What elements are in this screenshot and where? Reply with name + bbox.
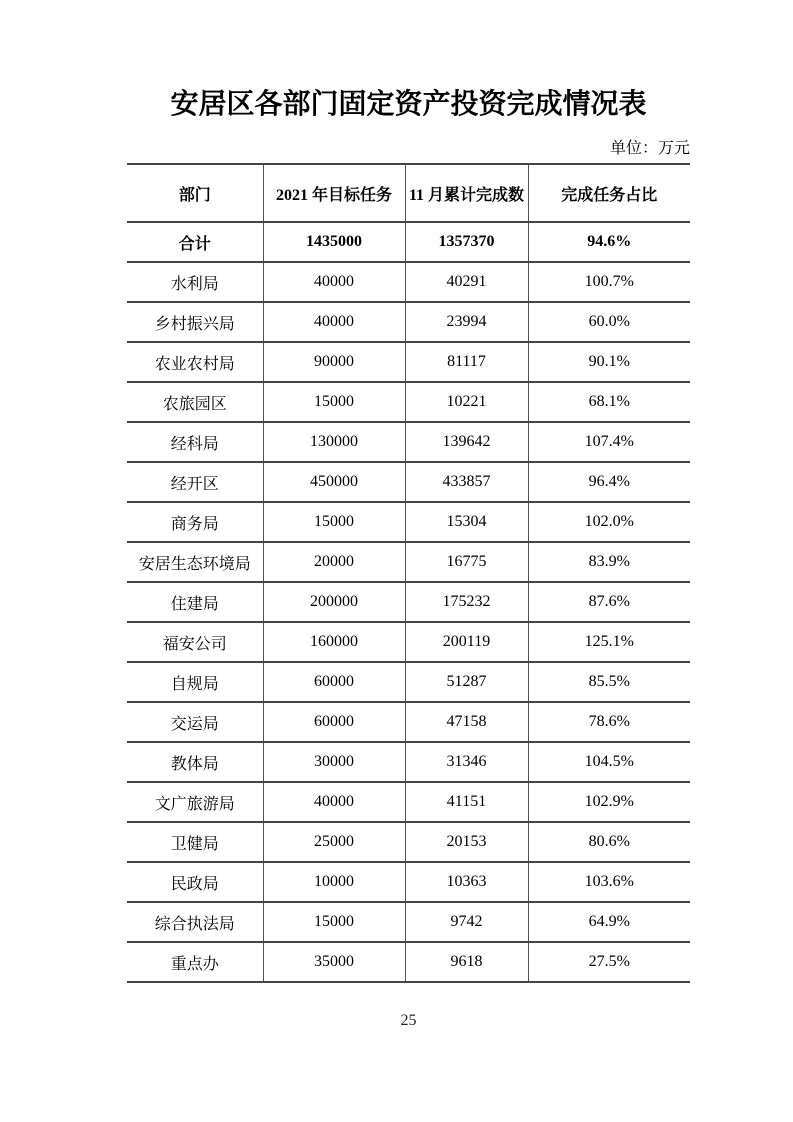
cell-completed: 139642 — [405, 422, 528, 462]
cell-department: 水利局 — [127, 262, 263, 302]
cell-ratio: 96.4% — [588, 473, 630, 490]
cell-completed: 15304 — [405, 502, 528, 542]
cell-department: 经科局 — [127, 422, 263, 462]
cell-ratio: 64.9% — [588, 913, 630, 930]
cell-completed: 23994 — [405, 302, 528, 342]
table-row — [127, 782, 690, 822]
cell-target: 60000 — [263, 702, 405, 742]
cell-department: 商务局 — [127, 502, 263, 542]
cell-department: 经开区 — [127, 462, 263, 502]
unit-label: 单位：万元 — [609, 140, 690, 157]
table-row — [127, 422, 690, 462]
cell-completed: 81117 — [405, 342, 528, 382]
cell-completed: 9618 — [405, 942, 528, 982]
table-row — [127, 542, 690, 582]
cell-ratio: 102.9% — [584, 793, 634, 810]
cell-target: 15000 — [263, 902, 405, 942]
cell-target: 450000 — [263, 462, 405, 502]
cell-completed: 433857 — [405, 462, 528, 502]
cell-ratio: 68.1% — [588, 393, 630, 410]
cell-completed: 20153 — [405, 822, 528, 862]
table-row — [127, 622, 690, 662]
cell-ratio: 125.1% — [584, 633, 634, 650]
table-row — [127, 462, 690, 502]
cell-ratio: 104.5% — [584, 753, 634, 770]
cell-department: 重点办 — [127, 942, 263, 982]
header-cell-completed: 11 月累计完成数 — [405, 164, 528, 222]
cell-department: 住建局 — [127, 582, 263, 622]
cell-ratio: 80.6% — [588, 833, 630, 850]
cell-target: 40000 — [263, 302, 405, 342]
cell-department: 乡村振兴局 — [127, 302, 263, 342]
table-row — [127, 942, 690, 982]
cell-completed: 16775 — [405, 542, 528, 582]
table-row — [127, 742, 690, 782]
cell-department: 教体局 — [127, 742, 263, 782]
cell-target: 35000 — [263, 942, 405, 982]
cell-target: 15000 — [263, 382, 405, 422]
cell-target: 40000 — [263, 262, 405, 302]
page-number: 25 — [400, 1012, 417, 1029]
table-row — [127, 702, 690, 742]
cell-target: 200000 — [263, 582, 405, 622]
cell-target: 20000 — [263, 542, 405, 582]
table-row — [127, 902, 690, 942]
cell-target: 130000 — [263, 422, 405, 462]
cell-completed: 1357370 — [405, 222, 528, 262]
table-row — [127, 382, 690, 422]
page-title: 安居区各部门固定资产投资完成情况表 — [170, 89, 647, 120]
table-row — [127, 342, 690, 382]
cell-completed: 41151 — [405, 782, 528, 822]
cell-completed: 9742 — [405, 902, 528, 942]
header-cell-target: 2021 年目标任务 — [263, 164, 405, 222]
cell-ratio: 90.1% — [588, 353, 630, 370]
cell-completed: 200119 — [405, 622, 528, 662]
cell-target: 1435000 — [263, 222, 405, 262]
cell-department: 合计 — [127, 222, 263, 262]
table-row — [127, 862, 690, 902]
cell-target: 15000 — [263, 502, 405, 542]
table-row — [127, 302, 690, 342]
cell-ratio: 102.0% — [584, 513, 634, 530]
cell-target: 10000 — [263, 862, 405, 902]
cell-target: 160000 — [263, 622, 405, 662]
table-body — [127, 222, 690, 982]
cell-ratio: 107.4% — [584, 433, 634, 450]
cell-ratio: 60.0% — [588, 313, 630, 330]
header-cell-department: 部门 — [127, 164, 263, 222]
cell-department: 农旅园区 — [127, 382, 263, 422]
cell-department: 安居生态环境局 — [127, 542, 263, 582]
table-row — [127, 502, 690, 542]
cell-target: 25000 — [263, 822, 405, 862]
cell-completed: 175232 — [405, 582, 528, 622]
table-row — [127, 582, 690, 622]
cell-ratio: 27.5% — [588, 953, 630, 970]
cell-ratio: 83.9% — [588, 553, 630, 570]
cell-ratio: 85.5% — [588, 673, 630, 690]
cell-department: 农业农村局 — [127, 342, 263, 382]
cell-target: 40000 — [263, 782, 405, 822]
cell-target: 90000 — [263, 342, 405, 382]
investment-table-container — [127, 163, 690, 983]
cell-completed: 10221 — [405, 382, 528, 422]
cell-department: 福安公司 — [127, 622, 263, 662]
table-row — [127, 822, 690, 862]
cell-department: 交运局 — [127, 702, 263, 742]
investment-table — [127, 163, 690, 983]
table-row — [127, 222, 690, 262]
table-header-row — [127, 164, 690, 222]
cell-completed: 31346 — [405, 742, 528, 782]
cell-completed: 47158 — [405, 702, 528, 742]
cell-department: 自规局 — [127, 662, 263, 702]
header-cell-ratio: 完成任务占比 — [561, 186, 658, 204]
table-row — [127, 262, 690, 302]
cell-ratio: 100.7% — [584, 273, 634, 290]
cell-department: 综合执法局 — [127, 902, 263, 942]
cell-ratio: 103.6% — [584, 873, 634, 890]
cell-department: 文广旅游局 — [127, 782, 263, 822]
cell-ratio: 78.6% — [588, 713, 630, 730]
cell-department: 民政局 — [127, 862, 263, 902]
cell-target: 60000 — [263, 662, 405, 702]
cell-completed: 40291 — [405, 262, 528, 302]
cell-ratio: 87.6% — [588, 593, 630, 610]
cell-target: 30000 — [263, 742, 405, 782]
table-row — [127, 662, 690, 702]
cell-ratio: 94.6% — [587, 233, 632, 250]
cell-completed: 51287 — [405, 662, 528, 702]
cell-department: 卫健局 — [127, 822, 263, 862]
cell-completed: 10363 — [405, 862, 528, 902]
